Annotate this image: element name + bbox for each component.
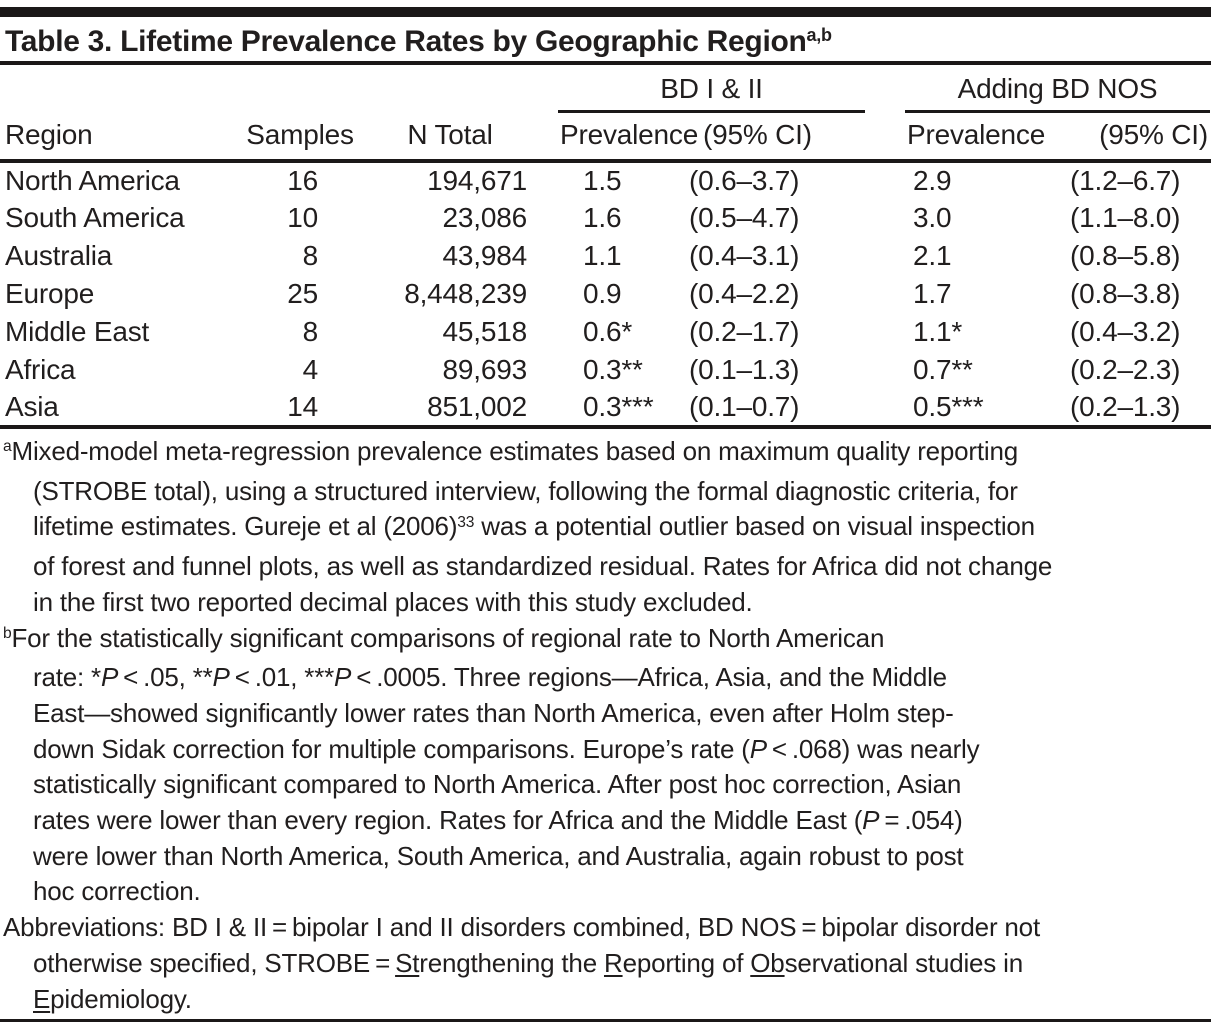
cell-samples: 10 <box>287 202 318 233</box>
table-row <box>0 313 1211 351</box>
col-header-bd-prevalence: Prevalence <box>540 113 685 161</box>
cell-nos-ci: (0.8–5.8) <box>1070 240 1181 271</box>
cell-nos-ci: (0.2–1.3) <box>1045 389 1211 427</box>
group-header-adding-bd-nos-label: Adding BD NOS <box>905 73 1210 113</box>
footnote-marker: b <box>3 624 12 642</box>
cell-n-total: 43,984 <box>442 240 527 271</box>
cell-samples: 25 <box>287 278 318 309</box>
group-header-bd-i-ii-label: BD I & II <box>558 73 865 113</box>
prevalence-table <box>0 65 1211 429</box>
cell-nos-prevalence: 2.1 <box>913 240 952 271</box>
cell-region: South America <box>5 202 185 233</box>
table-row <box>0 351 1211 389</box>
cell-nos-ci: (1.2–6.7) <box>1070 165 1181 196</box>
cell-n-total: 8,448,239 <box>404 278 527 309</box>
cell-region: Europe <box>5 278 95 309</box>
cell-bd-prevalence: 1.6 <box>583 202 622 233</box>
footnote-b <box>0 621 1211 911</box>
cell-samples: 8 <box>302 316 318 347</box>
col-header-n-total: N Total <box>360 65 540 161</box>
cell-bd-ci: (0.1–0.7) <box>685 389 865 427</box>
footnotes-section <box>0 434 1211 1017</box>
table-row <box>0 237 1211 275</box>
cell-bd-prevalence: 1.1 <box>583 240 622 271</box>
cell-nos-ci: (1.1–8.0) <box>1070 202 1181 233</box>
table-title-text: Table 3. Lifetime Prevalence Rates by Geographic Region <box>5 25 807 58</box>
bottom-rule <box>0 1019 1211 1022</box>
cell-nos-prevalence: 3.0 <box>913 202 952 233</box>
footnote-a-text: Mixed-model meta-regression prevalence estimates based on maximum quality reporting (STROBE total), using a structured interview, following the formal diagnostic criteria, for lifetime estimates. Gureje et al $(2006)^{33}$ was a potential outlier based on visual inspection of forest and funnel plots, as well as standardized residual. Rates for Africa did not change in the first two reported decimal places with this study excluded. <box>11 436 1053 617</box>
footnote-b-text: For the statistically significant comparisons of regional rate to North American rate: *P < .05, **P < .01, ***P < .0005. Three regions—Africa, Asia, and the Middle East—showed significantly lower rates than North America, even after Holm step- down Sidak correction for multiple comparisons. Europe’s rate (P < .068) was nearly statistically significant compared to North America. After post hoc correction, Asian rates were lower than every region. Rates for Africa and the Middle East (P = .054) were lower than North America, South America, and Australia, again robust to post hoc correction. <box>11 622 980 907</box>
cell-bd-ci: (0.5–4.7) <box>689 202 800 233</box>
cell-nos-ci: (0.2–2.3) <box>1070 354 1181 385</box>
col-header-samples: Samples <box>240 65 360 161</box>
cell-samples: 8 <box>302 240 318 271</box>
cell-nos-prevalence: 2.9 <box>913 165 952 196</box>
col-header-region: Region <box>0 65 240 161</box>
cell-n-total: 851,002 <box>360 389 540 427</box>
cell-nos-prevalence: 0.5*** <box>865 389 1045 427</box>
cell-region: Africa <box>5 354 76 385</box>
cell-nos-ci: (0.8–3.8) <box>1070 278 1181 309</box>
cell-bd-ci: (0.6–3.7) <box>689 165 800 196</box>
footnote-marker: a <box>3 438 12 456</box>
cell-region: Asia <box>0 389 240 427</box>
table-title-superscript: a,b <box>806 25 832 46</box>
col-header-nos-prevalence: Prevalence <box>865 113 1045 161</box>
cell-bd-ci: (0.4–3.1) <box>689 240 800 271</box>
cell-bd-ci: (0.1–1.3) <box>689 354 800 385</box>
table-row <box>0 389 1211 427</box>
table-title <box>0 17 1211 61</box>
table-row <box>0 275 1211 313</box>
abbreviations-text: Abbreviations: BD I & II = bipolar I and II disorders combined, BD NOS = bipolar disorder not otherwise specified, STROBE = Strengthening the Reporting of Observational studies in Epidemiology. <box>3 912 1040 1014</box>
cell-nos-ci: (0.4–3.2) <box>1070 316 1181 347</box>
cell-bd-ci: (0.2–1.7) <box>689 316 800 347</box>
cell-bd-prevalence: 0.6* <box>583 316 633 347</box>
table-row <box>0 199 1211 237</box>
abbreviations-note <box>0 910 1211 1017</box>
footnote-a <box>0 434 1211 621</box>
cell-n-total: 89,693 <box>442 354 527 385</box>
table-row <box>0 161 1211 199</box>
top-rule <box>0 7 1211 17</box>
cell-region: North America <box>5 165 180 196</box>
cell-samples: 16 <box>287 165 318 196</box>
cell-samples: 14 <box>240 389 360 427</box>
cell-bd-prevalence: 0.9 <box>583 278 622 309</box>
cell-bd-ci: (0.4–2.2) <box>689 278 800 309</box>
group-header-adding-bd-nos <box>865 65 1211 113</box>
cell-region: Middle East <box>5 316 150 347</box>
cell-nos-prevalence: 1.7 <box>913 278 952 309</box>
cell-region: Australia <box>5 240 113 271</box>
group-header-row <box>0 65 1211 113</box>
cell-n-total: 45,518 <box>442 316 527 347</box>
group-header-bd-i-ii <box>540 65 865 113</box>
cell-bd-prevalence: 0.3** <box>583 354 643 385</box>
cell-nos-prevalence: 1.1* <box>913 316 963 347</box>
cell-bd-prevalence: 1.5 <box>583 165 622 196</box>
cell-n-total: 194,671 <box>427 165 527 196</box>
col-header-bd-ci: (95% CI) <box>685 113 865 161</box>
cell-bd-prevalence: 0.3*** <box>540 389 685 427</box>
cell-n-total: 23,086 <box>442 202 527 233</box>
cell-samples: 4 <box>302 354 318 385</box>
cell-nos-prevalence: 0.7** <box>913 354 973 385</box>
col-header-nos-ci: (95% CI) <box>1045 113 1211 161</box>
